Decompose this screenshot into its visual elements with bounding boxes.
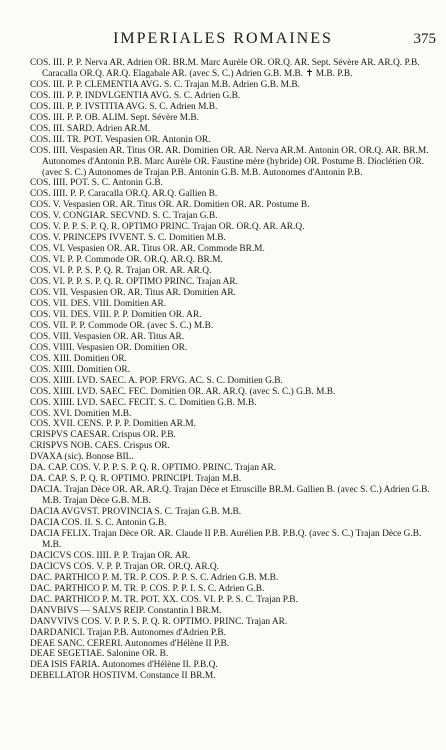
list-item: DAC. PARTHICO P. M. TR. P. COS. P. P. S. C. Adrien G.B. M.B.: [30, 572, 279, 583]
list-item: DEBELLATOR HOSTIVM. Constance II BR.M.: [30, 671, 216, 682]
list-item: DACICVS COS. IIII. P. P. Trajan OR. AR.: [30, 550, 191, 561]
list-item: COS. III. P. P. OB. ALIM. Sept. Sévère M.B.: [30, 112, 200, 123]
list-item: COS. V. CONGIAR. SECVND. S. C. Trajan G.B.: [30, 211, 218, 222]
list-item: CRISPVS NOB. CAES. Crispus OR.: [30, 441, 170, 452]
list-item: COS. XIIII. LVD. SAEC. FEC. Domitien OR. AR. AR.Q. (avec S. C.) G.B. M.B.: [30, 386, 336, 397]
list-item: COS. III. P. P. IVSTITIA AVG. S. C. Adrien M.B.: [30, 101, 218, 112]
list-item: COS. III. P. P. INDVLGENTIA AVG. S. C. Adrien G.B.: [30, 90, 241, 101]
list-item: DEAE SANC. CERERI. Autonomes d'Hélène II P.B.: [30, 638, 230, 649]
list-item: COS. XIIII. Domitien OR.: [30, 364, 130, 375]
list-item: COS. VII. DES. VIII. P. P. Domitien OR. AR.: [30, 309, 202, 320]
list-item: COS. V. P. P. S. P. Q. R. OPTIMO PRINC. Trajan OR. OR.Q. AR. AR.Q.: [30, 222, 305, 233]
list-item: COS. III. P. P. Nerva AR. Adrien OR. BR.M. Marc Aurèle OR. OR.Q. AR. Sept. Sévère AR. AR.Q. P.B. Caracalla OR.Q. AR.Q. Elagabale AR. (avec S. C.) Adrien G.B. M.B. ✝ M.B. P.B.: [30, 58, 420, 79]
list-item: COS. VI. P. P. S. P. Q. R. Trajan OR. AR. AR.Q.: [30, 266, 212, 277]
list-item: COS. III. P. P. CLEMENTIA AVG. S. C. Trajan M.B. Adrien G.B. M.B.: [30, 79, 300, 90]
list-item: COS. XIIII. LVD. SAEC. A. POP. FRVG. AC. S. C. Domitien G.B.: [30, 375, 283, 386]
list-item: DANVBIVS — SALVS REIP. Constantin I BR.M.: [30, 605, 222, 616]
list-item: DVAXA (sic). Bonose BIL.: [30, 452, 134, 463]
list-item: DA. CAP. S. P. Q. R. OPTIMO. PRINCIPI. Trajan M.B.: [30, 474, 242, 485]
list-item: DACIA FELIX. Trajan Dèce OR. AR. Claude II P.B. Aurélien P.B. P.B.Q. (avec S. C.) Trajan Dèce G.B. M.B.: [30, 528, 422, 550]
list-item: COS. IIII. Vespasien AR. Titus OR. AR. Domitien OR. AR. Nerva AR.M. Antonin OR. OR.Q. AR. BR.M. Autonomes d'Antonin P.B. Marc Aurèle OR. Faustine mère (hybride) OR. Postume B. Dioclétien OR. (avec S. C.) Autonomes de Trajan P.B. Antonin G.B. M.B. Autonomes d'Antonin P.B.: [30, 145, 429, 178]
list-item: DACIA AVGVST. PROVINCIA S. C. Trajan G.B. M.B.: [30, 507, 242, 518]
list-item: DAC. PARTHICO P. M. TR. P. COS. P. P. I. S. C. Adrien G.B.: [30, 583, 265, 594]
list-item: DA. CAP. COS. V. P. P. S. P. Q. R. OPTIMO. PRINC. Trajan AR.: [30, 463, 277, 474]
list-item: COS. VIII. Vespasien OR. AR. Titus AR.: [30, 331, 185, 342]
list-item: COS. V. Vespasien OR. AR. Titus OR. AR. Domitien OR. AR. Postume B.: [30, 200, 310, 211]
list-item: DEA ISIS FARIA. Autonomes d'Hélène II. P.B.Q.: [30, 660, 218, 671]
list-item: DACICVS COS. V. P. P. Trajan OR. OR.Q. AR.Q.: [30, 561, 220, 572]
list-item: DACIA. Trajan Dèce OR. AR. AR.Q. Trajan Dèce et Etruscille BR.M. Gallien B. (avec S. C.) Adrien G.B. M.B. Trajan Dèce G.B. M.B.: [30, 485, 430, 507]
list-item: COS. IIII. P. P. Caracalla OR.Q. AR.Q. Gallien B.: [30, 189, 218, 200]
list-item: CRISPVS CAESAR. Crispus OR. P.B.: [30, 430, 176, 441]
list-item: COS. VI. Vespasien OR. AR. Titus OR. AR. Commode BR.M.: [30, 244, 265, 255]
page-title: IMPERIALES ROMAINES: [113, 30, 333, 47]
list-item: COS. XVII. CENS. P. P. P. Domitien AR.M.: [30, 419, 196, 430]
list-item: COS. XVI. Domitien M.B.: [30, 408, 132, 419]
list-item: COS. VII. Vespasien OR. AR. Titus AR. Domitien AR.: [30, 288, 236, 299]
list-item: DARDANICI. Trajan P.B. Autonomes d'Adrien P.B.: [30, 627, 226, 638]
list-item: COS. III. TR. POT. Vespasien OR. Antonin OR.: [30, 134, 211, 145]
running-head: [0, 30, 446, 50]
list-item: COS. VII. DES. VIII. Domitien AR.: [30, 298, 167, 309]
list-item: COS. V. PRINCEPS IVVENT. S. C. Domitien M.B.: [30, 233, 226, 244]
entry-list: [30, 58, 434, 682]
list-item: COS. VI. P. P. S. P. Q. R. OPTIMO PRINC. Trajan AR.: [30, 277, 238, 288]
list-item: COS. XIIII. LVD. SAEC. FECIT. S. C. Domitien G.B. M.B.: [30, 397, 257, 408]
list-item: DACIA COS. II. S. C. Antonin G.B.: [30, 518, 167, 529]
list-item: DEAE SEGETIAE. Salonine OR. B.: [30, 649, 169, 660]
list-item: COS. VIIII. Vespasien OR. Domitien OR.: [30, 342, 188, 353]
list-item: COS. XIII. Domitien OR.: [30, 353, 127, 364]
list-item: DANVVIVS COS. V. P. P. S. P. Q. R. OPTIMO. PRINC. Trajan AR.: [30, 616, 288, 627]
list-item: COS. VII. P. P. Commode OR. (avec S. C.) M.B.: [30, 320, 214, 331]
list-item: COS. IIII. POT. S. C. Antonin G.B.: [30, 178, 163, 189]
list-item: COS. III. SARD. Adrien AR.M.: [30, 123, 151, 134]
page-number: 375: [413, 31, 436, 47]
list-item: DAC. PARTHICO P. M. TR. POT. XX. COS. VI. P. P. S. C. Trajan P.B.: [30, 594, 298, 605]
list-item: COS. VI. P. P. Commode OR. OR.Q. AR.Q. BR.M.: [30, 255, 223, 266]
